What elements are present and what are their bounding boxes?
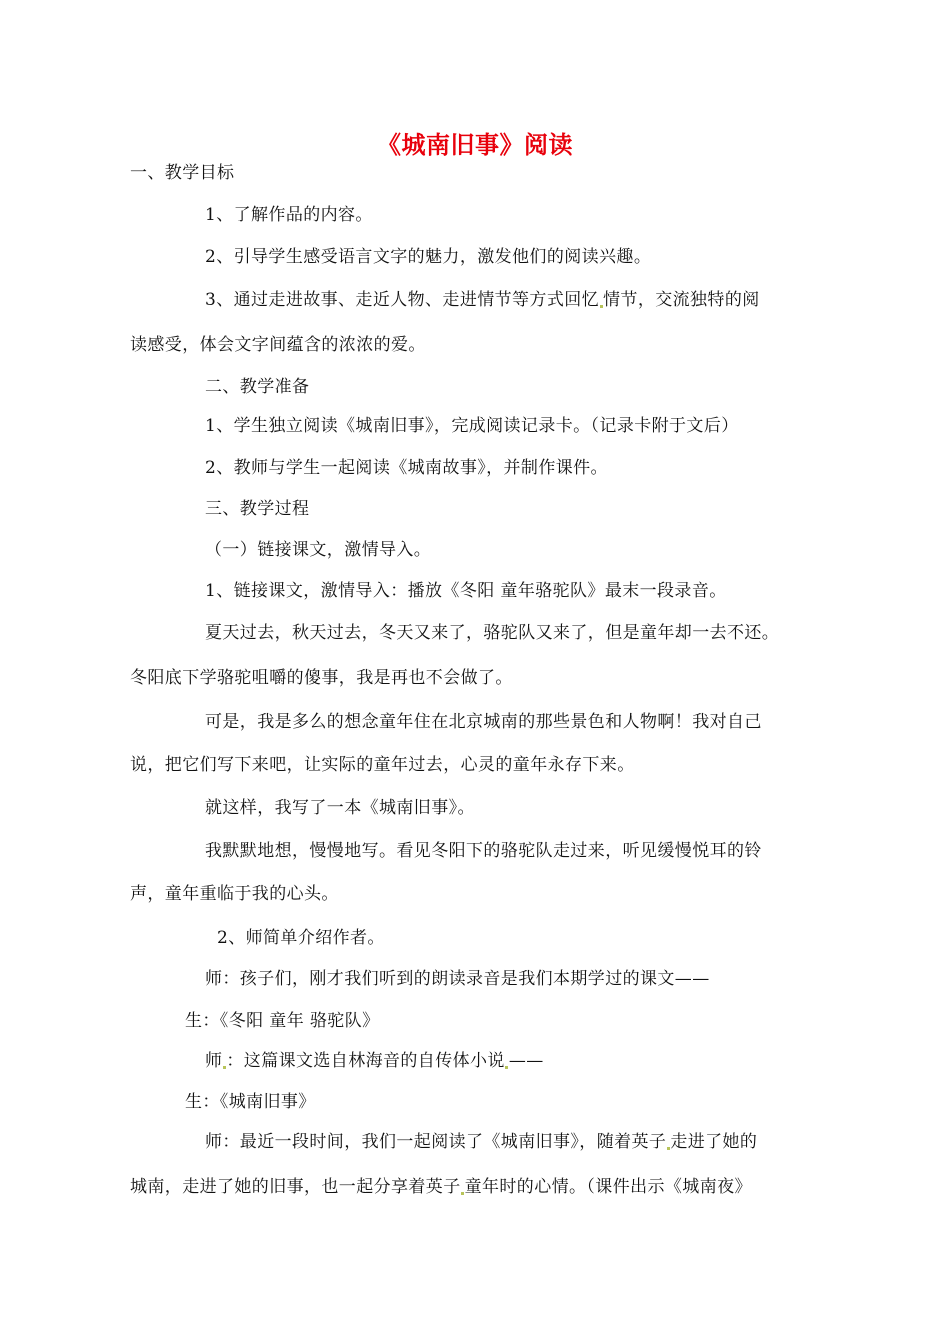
dialogue-line: 生：《冬阳 童年 骆驼队》 [185, 1011, 380, 1031]
paragraph-continuation: 说，把它们写下来吧，让实际的童年过去，心灵的童年永存下来。 [130, 755, 635, 775]
paragraph: 2、教师与学生一起阅读《城南故事》，并制作课件。 [205, 458, 608, 478]
paragraph: 1、链接课文，激情导入：播放《冬阳 童年骆驼队》最末一段录音。 [205, 581, 727, 601]
subsection-heading: （一）链接课文，激情导入。 [205, 540, 432, 560]
paragraph: 我默默地想，慢慢地写。看见冬阳下的骆驼队走过来，听见缓慢悦耳的铃 [205, 841, 762, 861]
text-run: 3、通过走进故事、走近人物、走进情节等方式回忆 [205, 290, 600, 310]
text-run: —— [508, 1051, 544, 1071]
text-run: 师：最近一段时间，我们一起阅读了《城南旧事》，随着英子 [205, 1132, 667, 1152]
section-heading-process: 三、教学过程 [205, 499, 310, 519]
dialogue-line [205, 1048, 544, 1074]
paragraph: 2、引导学生感受语言文字的魅力，激发他们的阅读兴趣。 [205, 247, 652, 267]
paragraph: 就这样，我写了一本《城南旧事》。 [205, 798, 475, 818]
paragraph: 1、了解作品的内容。 [205, 205, 373, 225]
paragraph: 1、学生独立阅读《城南旧事》，完成阅读记录卡。（记录卡附于文后） [205, 416, 739, 436]
paragraph: 可是，我是多么的想念童年住在北京城南的那些景色和人物啊！我对自己 [205, 712, 762, 732]
dialogue-line [205, 1129, 757, 1155]
text-run: 童年时的心情。（课件出示《城南夜》 [464, 1177, 752, 1197]
paragraph: 夏天过去，秋天过去，冬天又来了，骆驼队又来了，但是童年却一去不还。 [205, 623, 780, 643]
text-run: ：这篇课文选自林海音的自传体小说 [226, 1051, 505, 1071]
text-run: 情节，交流独特的阅 [603, 290, 760, 310]
paragraph-continuation: 读感受，体会文字间蕴含的浓浓的爱。 [130, 335, 426, 355]
paragraph-continuation: 声，童年重临于我的心头。 [130, 884, 339, 904]
document-title: 《城南旧事》阅读 [377, 130, 573, 159]
dialogue-line: 生：《城南旧事》 [185, 1092, 316, 1112]
dialogue-line: 师：孩子们，刚才我们听到的朗读录音是我们本期学过的课文—— [205, 969, 710, 989]
section-heading-objectives: 一、教学目标 [130, 163, 235, 183]
text-run: 师 [205, 1051, 223, 1071]
paragraph-continuation: 冬阳底下学骆驼咀嚼的傻事，我是再也不会做了。 [130, 668, 513, 688]
paragraph [205, 287, 760, 313]
text-run: 城南，走进了她的旧事，也一起分享着英子 [130, 1177, 461, 1197]
paragraph: 2、师简单介绍作者。 [217, 928, 385, 948]
section-heading-preparation: 二、教学准备 [205, 377, 310, 397]
text-run: 走进了她的 [670, 1132, 758, 1152]
paragraph-continuation [130, 1174, 752, 1200]
